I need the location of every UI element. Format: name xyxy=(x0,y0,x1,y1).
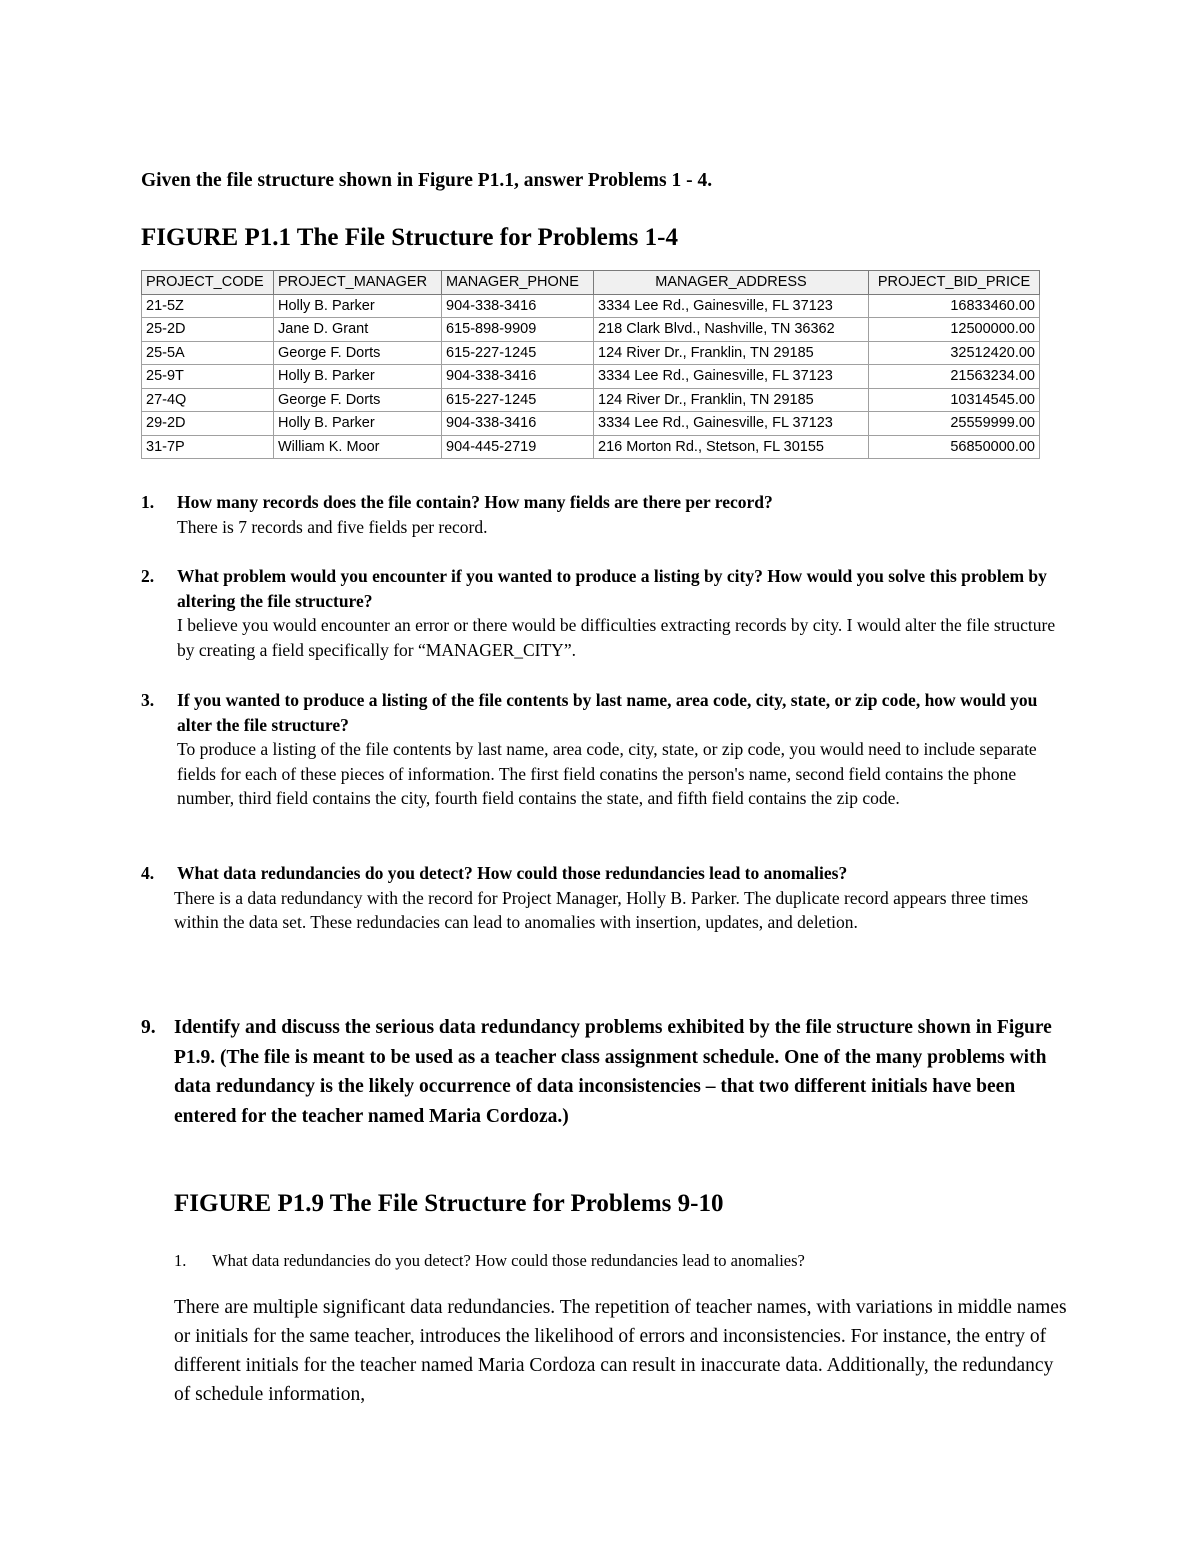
figure-p1-1-table xyxy=(141,270,1040,459)
cell-project-code: 29-2D xyxy=(142,412,274,436)
answer-text: There is a data redundancy with the record for Project Manager, Holly B. Parker. The duplicate record appears three times within the data set. These redundacies can lead to anomalies with insertion, updates, and deletion. xyxy=(174,887,1029,932)
cell-manager-phone: 904-338-3416 xyxy=(442,412,594,436)
cell-manager-phone: 615-898-9909 xyxy=(442,318,594,342)
cell-manager-phone: 904-338-3416 xyxy=(442,294,594,318)
cell-manager-address: 3334 Lee Rd., Gainesville, FL 37123 xyxy=(594,365,869,389)
table-row xyxy=(142,365,1040,389)
cell-project-code: 27-4Q xyxy=(142,388,274,412)
question-number: 9. xyxy=(141,1017,156,1038)
question-number: 4. xyxy=(141,863,155,883)
cell-manager-phone: 615-227-1245 xyxy=(442,388,594,412)
cell-project-bid-price: 10314545.00 xyxy=(869,388,1040,412)
cell-project-code: 25-5A xyxy=(142,341,274,365)
cell-manager-address: 216 Morton Rd., Stetson, FL 30155 xyxy=(594,435,869,459)
cell-project-manager: George F. Dorts xyxy=(274,388,442,412)
figure-p1-9-title: FIGURE P1.9 The File Structure for Problems 9-10 xyxy=(174,1190,724,1217)
table-row xyxy=(142,412,1040,436)
cell-manager-address: 124 River Dr., Franklin, TN 29185 xyxy=(594,341,869,365)
cell-project-manager: Jane D. Grant xyxy=(274,318,442,342)
answer-text: There is 7 records and five fields per record. xyxy=(177,516,488,537)
question-text: What problem would you encounter if you wanted to produce a listing by city? How would you solve this problem by altering the file structure? xyxy=(177,566,1047,611)
question-text: If you wanted to produce a listing of the file contents by last name, area code, city, state, or zip code, how would you alter the file structure? xyxy=(177,690,1038,735)
question-text: What data redundancies do you detect? How could those redundancies lead to anomalies? xyxy=(177,863,848,883)
cell-project-manager: William K. Moor xyxy=(274,435,442,459)
table-row xyxy=(142,341,1040,365)
cell-manager-address: 3334 Lee Rd., Gainesville, FL 37123 xyxy=(594,294,869,318)
cell-project-code: 21-5Z xyxy=(142,294,274,318)
question-4 xyxy=(141,861,1071,935)
question-text: How many records does the file contain? How many fields are there per record? xyxy=(177,492,773,512)
cell-project-bid-price: 56850000.00 xyxy=(869,435,1040,459)
cell-manager-address: 218 Clark Blvd., Nashville, TN 36362 xyxy=(594,318,869,342)
table-row xyxy=(142,435,1040,459)
cell-project-code: 25-9T xyxy=(142,365,274,389)
sub-question-text: What data redundancies do you detect? How could those redundancies lead to anomalies? xyxy=(212,1251,805,1270)
sub-question-1 xyxy=(174,1251,805,1271)
column-header: PROJECT_BID_PRICE xyxy=(869,271,1040,295)
table-row xyxy=(142,318,1040,342)
cell-project-manager: Holly B. Parker xyxy=(274,412,442,436)
cell-project-manager: Holly B. Parker xyxy=(274,365,442,389)
intro-text: Given the file structure shown in Figure P1.1, answer Problems 1 - 4. xyxy=(141,170,713,191)
table-row xyxy=(142,294,1040,318)
question-number: 2. xyxy=(141,566,155,586)
cell-project-manager: Holly B. Parker xyxy=(274,294,442,318)
cell-manager-phone: 904-445-2719 xyxy=(442,435,594,459)
question-number: 3. xyxy=(141,690,155,710)
question-text: Identify and discuss the serious data redundancy problems exhibited by the file structure shown in Figure P1.9. (The file is meant to be used as a teacher class assignment schedule. One of the many problems with data redundancy is the likely occurrence of data inconsistencies – that two different initials have been entered for the teacher named Maria Cordoza.) xyxy=(174,1017,1052,1127)
answer-paragraph: There are multiple significant data redundancies. The repetition of teacher names, with variations in middle names or initials for the same teacher, introduces the likelihood of errors and inconsistencies. For instance, the entry of different initials for the teacher named Maria Cordoza can result in inaccurate data. Additionally, the redundancy of schedule information, xyxy=(174,1297,1067,1405)
cell-project-bid-price: 21563234.00 xyxy=(869,365,1040,389)
question-9 xyxy=(141,1013,1076,1131)
question-number: 1. xyxy=(141,492,155,512)
cell-project-code: 31-7P xyxy=(142,435,274,459)
table-row xyxy=(142,388,1040,412)
cell-project-bid-price: 12500000.00 xyxy=(869,318,1040,342)
cell-manager-phone: 615-227-1245 xyxy=(442,341,594,365)
answer-text: I believe you would encounter an error or there would be difficulties extracting records by city. I would alter the file structure by creating a field specifically for “MANAGER_CITY”. xyxy=(177,615,1056,660)
cell-project-bid-price: 16833460.00 xyxy=(869,294,1040,318)
question-3 xyxy=(141,688,1071,811)
cell-project-code: 25-2D xyxy=(142,318,274,342)
cell-project-manager: George F. Dorts xyxy=(274,341,442,365)
column-header: PROJECT_MANAGER xyxy=(274,271,442,295)
question-1 xyxy=(141,490,1071,539)
column-header: MANAGER_PHONE xyxy=(442,271,594,295)
sub-question-number: 1. xyxy=(174,1251,187,1270)
table-header-row xyxy=(142,271,1040,295)
cell-project-bid-price: 25559999.00 xyxy=(869,412,1040,436)
answer-text: To produce a listing of the file contents by last name, area code, city, state, or zip code, you would need to include separate fields for each of these pieces of information. The first field conatins the person's name, second field contains the phone number, third field contains the city, fourth field contains the state, and fifth field contains the zip code. xyxy=(177,739,1037,808)
column-header: MANAGER_ADDRESS xyxy=(594,271,869,295)
question-2 xyxy=(141,564,1071,662)
cell-manager-phone: 904-338-3416 xyxy=(442,365,594,389)
cell-manager-address: 3334 Lee Rd., Gainesville, FL 37123 xyxy=(594,412,869,436)
column-header: PROJECT_CODE xyxy=(142,271,274,295)
figure-p1-1-title: FIGURE P1.1 The File Structure for Problems 1-4 xyxy=(141,224,678,251)
cell-manager-address: 124 River Dr., Franklin, TN 29185 xyxy=(594,388,869,412)
cell-project-bid-price: 32512420.00 xyxy=(869,341,1040,365)
